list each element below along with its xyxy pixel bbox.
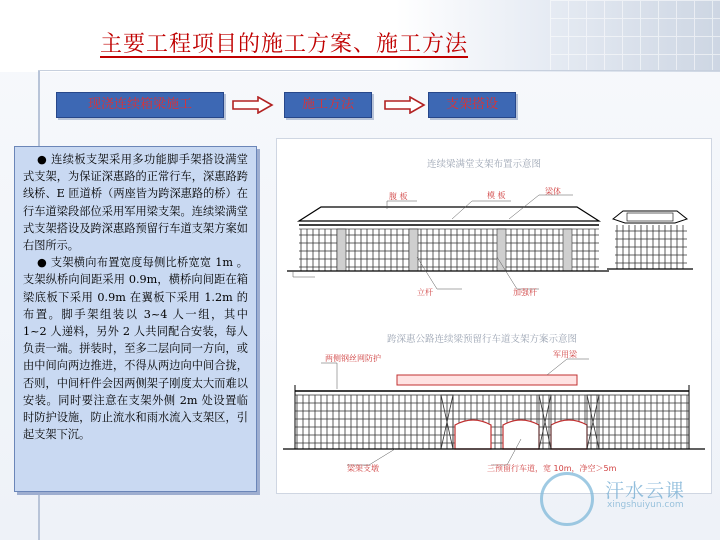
bottom-diagram-title: 跨深惠公路连续梁预留行车道支架方案示意图 bbox=[387, 334, 578, 345]
header-grid-decoration bbox=[550, 0, 720, 70]
bottom-lane-openings bbox=[455, 420, 587, 449]
label-brace: 加强杆 bbox=[513, 288, 537, 297]
top-diagram-title: 连续梁满堂支架布置示意图 bbox=[427, 159, 542, 170]
label-guard: 两侧钢丝网防护 bbox=[325, 354, 381, 363]
watermark-url: xingshuiyun.com bbox=[607, 500, 684, 510]
flow-arrow-2-icon bbox=[384, 96, 426, 114]
bottom-scaffold-grid bbox=[295, 403, 689, 443]
flow-step-1: 现浇连续箱梁施工 bbox=[56, 92, 224, 118]
description-paragraph-1: ● 连续板支架采用多功能脚手架搭设满堂式支架，为保证深惠路的正常行车，深惠路跨线桥、E 匝道桥（两座皆为跨深惠路的桥）在行车道梁段部位采用军用梁支架。连续梁满堂式支架搭设及跨深惠路预留行车道支架方案如右图所示。 bbox=[23, 153, 248, 253]
scaffold-diagram bbox=[276, 138, 712, 494]
top-beam-deck bbox=[299, 207, 599, 229]
flow-step-3: 支架搭设 bbox=[428, 92, 516, 118]
flow-arrow-1-icon bbox=[232, 96, 274, 114]
label-beam-support: 梁架支墩 bbox=[347, 464, 379, 473]
header-divider bbox=[38, 70, 720, 71]
scaffold-diagram-svg bbox=[277, 139, 711, 493]
bottom-military-beam bbox=[397, 375, 577, 385]
flow-step-2: 施工方法 bbox=[284, 92, 372, 118]
label-beam: 梁体 bbox=[545, 187, 561, 196]
slide-title: 主要工程项目的施工方案、施工方法 bbox=[100, 32, 469, 57]
label-military-beam: 军用梁 bbox=[553, 350, 577, 359]
watermark-brand: 汗水云课 bbox=[605, 480, 686, 502]
label-pole: 立杆 bbox=[417, 288, 433, 297]
description-paragraph-2: ● 支架横向布置宽度每侧比桥宽宽 1m 。支架纵桥向间距采用 0.9m，横桥向间距在箱梁底板下采用 0.9m 在翼板下采用 1.2m 的布置。脚手架组装以 3~4 人一组，其中 1~2 人递料，另外 2 人共同配合安装，每人负责一端。拼装时，至多二层向同一方向，或由中间向两边推进，不得从两边向中间合拢，否则，中间杆件会因两侧架子刚度太大而难以安装。同时要注意在支架外侧 2m 处设置临时防护设施，防止流水和雨水流入支架区，引起支架下沉。 bbox=[23, 256, 248, 442]
bottom-deck bbox=[295, 385, 689, 449]
watermark-logo-icon bbox=[540, 472, 594, 526]
description-textbox bbox=[14, 146, 257, 492]
label-web: 腹 板 bbox=[389, 192, 408, 201]
label-formwork: 模 板 bbox=[487, 191, 506, 200]
top-cross-section bbox=[607, 211, 693, 269]
label-lane: 三预留行车道，宽 10m，净空＞5m bbox=[487, 464, 617, 473]
